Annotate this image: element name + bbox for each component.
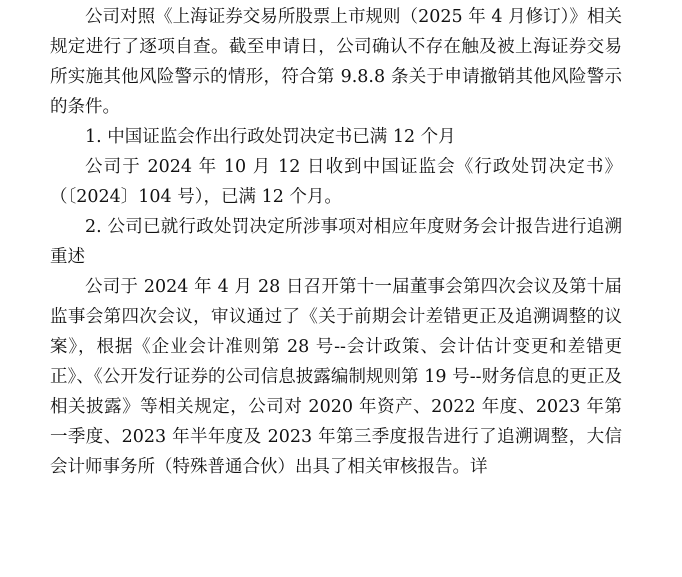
paragraph-self-check: 公司对照《上海证券交易所股票上市规则（2025 年 4 月修订）》相关规定进行了逐项自查。截至申请日，公司确认不存在触及被上海证券交易所实施其他风险警示的情形，符合第 9.8.8 条关于申请撤销其他风险警示的条件。	[50, 7, 622, 117]
paragraph-penalty-decision: 公司于 2024 年 10 月 12 日收到中国证监会《行政处罚决定书》（〔2024〕104 号），已满 12 个月。	[50, 157, 622, 207]
heading-item-2: 2. 公司已就行政处罚决定所涉事项对相应年度财务会计报告进行追溯重述	[50, 217, 622, 267]
document-page	[50, 0, 622, 482]
heading-item-1: 1. 中国证监会作出行政处罚决定书已满 12 个月	[85, 127, 456, 147]
paragraph-restatement: 公司于 2024 年 4 月 28 日召开第十一届董事会第四次会议及第十届监事会第四次会议，审议通过了《关于前期会计差错更正及追溯调整的议案》，根据《企业会计准则第 28 号--会计政策、会计估计变更和差错更正》、《公开发行证券的公司信息披露编制规则第 19 号--财务信息的更正及相关披露》等相关规定，公司对 2020 年资产、2022 年度、2023 年第一季度、2023 年半年度及 2023 年第三季度报告进行了追溯调整，大信会计师事务所（特殊普通合伙）出具了相关审核报告。详	[50, 277, 622, 477]
